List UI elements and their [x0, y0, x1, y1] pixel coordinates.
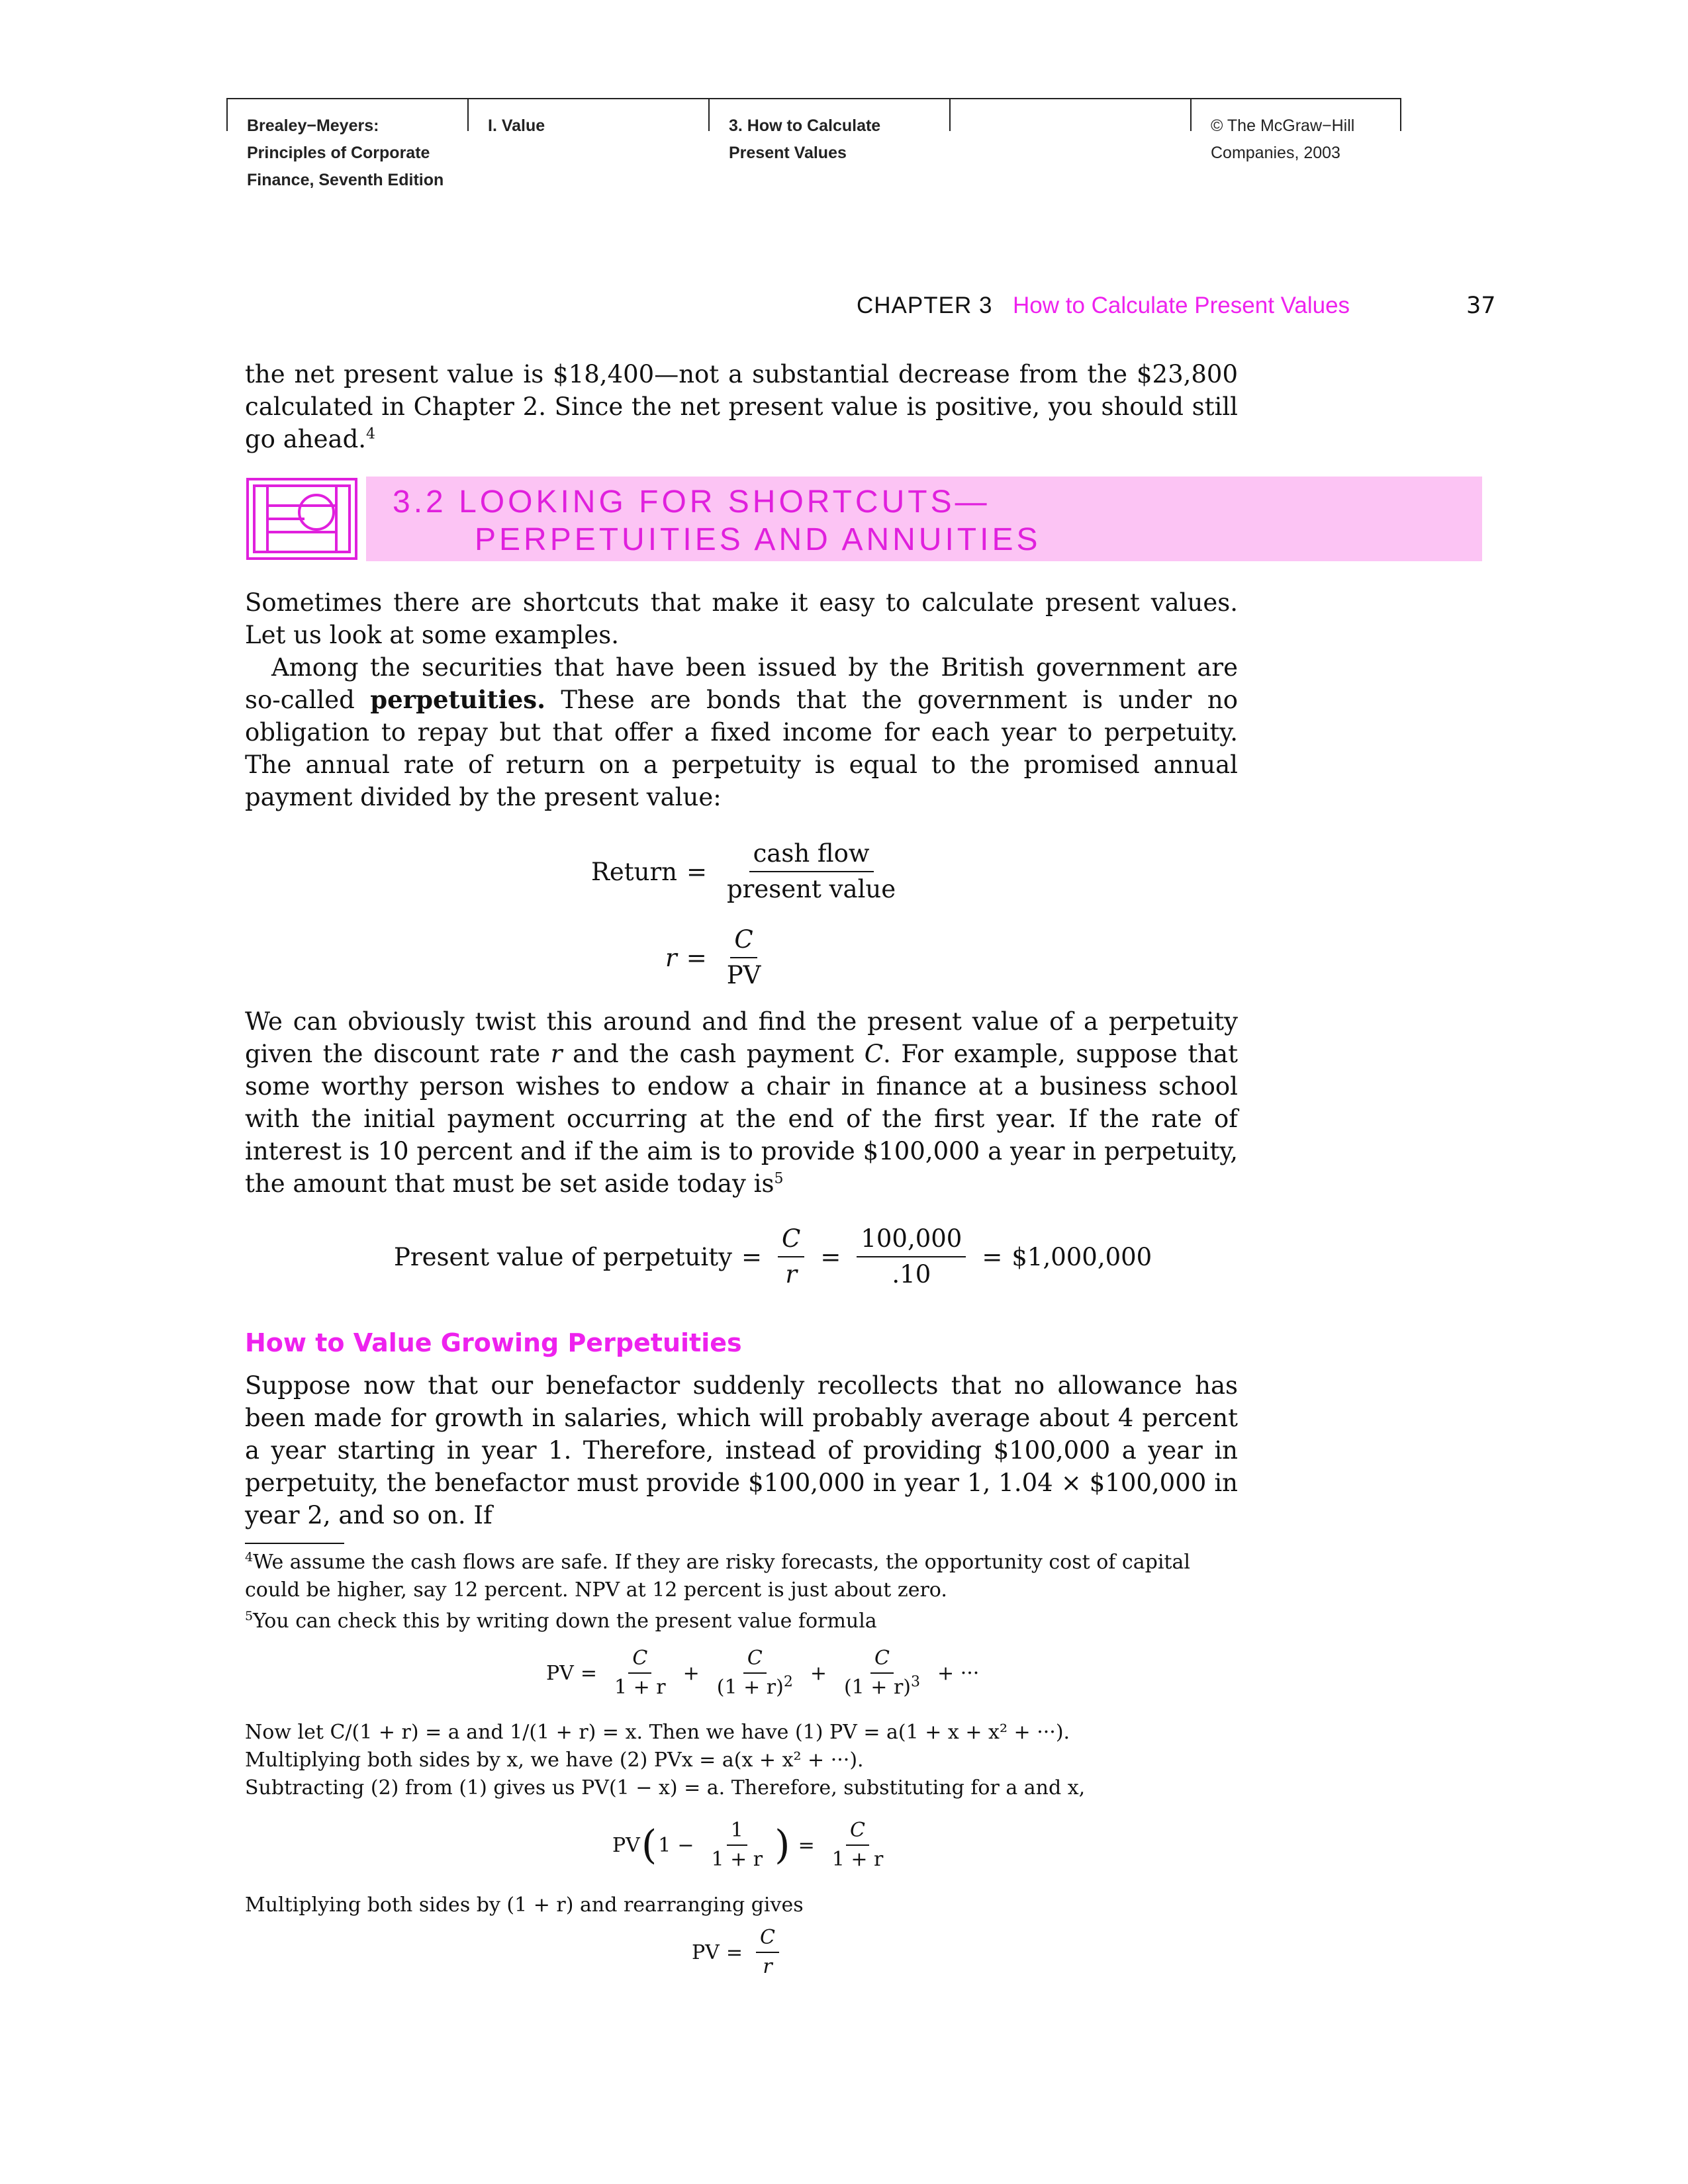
header-divider [1190, 99, 1192, 131]
footnote-4: $^4$We assume the cash flows are safe. If they are risky forecasts, the opportunity cost of capital could be higher, say 12 percent. NPV at 12 percent is just about zero. [245, 1550, 1190, 1602]
paragraph-endowment: We can obviously twist this around and find the present value of a perpetuity given the discount rate r and the cash payment C. For example, suppose that some worthy person wishes to endow a chair in finance at a business school with the initial payment occurring at the end of the first year. If the rate of interest is 10 percent and if the aim is to provide $100,000 a year in perpetuity, the amount that must be set aside today $is^5$ [245, 1007, 1238, 1198]
section-title: 3.2 LOOKING FOR SHORTCUTS— PERPETUITIES AND ANNUITIES [393, 484, 1041, 557]
header-divider [949, 99, 951, 131]
footnote-final-line: Multiplying both sides by (1 + r) and rearranging gives [245, 1893, 804, 1917]
header-divider [708, 99, 710, 131]
equation-pv-final: PV = $\frac{C}{r}$ [692, 1926, 786, 1979]
book-header [226, 98, 1401, 189]
header-copyright: © The McGraw−Hill Companies, 2003 [1211, 116, 1355, 162]
header-chapter: 3. How to Calculate Present Values [729, 116, 881, 162]
page-number: 37 [1466, 293, 1496, 319]
paragraph-shortcuts: Sometimes there are shortcuts that make it easy to calculate present values. Let us look at some examples. Among the securities that have been issued by the British government are so-called perpetuities. These are bonds that the government is under no obligation to repay but that offer a fixed income for each year to perpetuity. The annual rate of return on a perpetuity is equal to the promised annual payment divided by the present value: [245, 588, 1238, 811]
equation-perpetuity: Present value of perpetuity = $\frac{C}{r}$ = $\frac{100,000}{.10}$ = $1,000,000 [394, 1224, 1152, 1289]
equation-rate: r = $\frac{C}{PV}$ [665, 925, 761, 989]
equation-return: Return = $\frac{\text{cash flow}}{\text{present value}}$ [591, 839, 896, 903]
header-divider [1400, 99, 1401, 131]
header-divider [226, 99, 228, 131]
paragraph-intro: the net present value is $18,400—not a substantial decrease from the $23,800 calculated in Chapter 2. Since the net present value is positive, you should still go ahead.$^4$ [245, 360, 1238, 453]
footnote-rule [245, 1543, 344, 1544]
running-head-title: How to Calculate Present Values [1013, 293, 1350, 318]
header-divider [467, 99, 469, 131]
header-part: I. Value [488, 116, 545, 135]
section-icon [245, 477, 359, 561]
equation-pv-rearranged: PV ( 1 − $\frac{1}{1 + r}$ ) = $\frac{C}{1 + r}$ [612, 1819, 884, 1871]
subsection-heading: How to Value Growing Perpetuities [245, 1328, 742, 1357]
header-book: Brealey−Meyers: Principles of Corporate Finance, Seventh Edition [247, 116, 444, 189]
footnote-5: $^5$You can check this by writing down the present value formula [245, 1609, 877, 1633]
running-head-chapter: CHAPTER 3 [857, 293, 993, 318]
equation-pv-series: PV = $\frac{C}{1 + r}$ + $\frac{C}{(1 + r)^2}$ + $\frac{C}{(1 + r)^3}$ + ··· [546, 1647, 980, 1699]
paragraph-growth: Suppose now that our benefactor suddenly recollects that no allowance has been made for growth in salaries, which will probably average about 4 percent a year starting in year 1. Therefore, instead of providing $100,000 a year in perpetuity, the benefactor must provide $100,000 in year 1, 1.04 × $100,000 in year 2, and so on. If [245, 1371, 1238, 1529]
footnote-derivation: Now let C/(1 + r) = a and 1/(1 + r) = x. Then we have (1) PV = a(1 + x + x² + ···). Multiplying both sides by x, we have (2) PVx = a(x + x² + ···). Subtracting (2) from (1) gives us PV(1 − x) = a. Therefore, substituting for a and x, [245, 1721, 1086, 1799]
